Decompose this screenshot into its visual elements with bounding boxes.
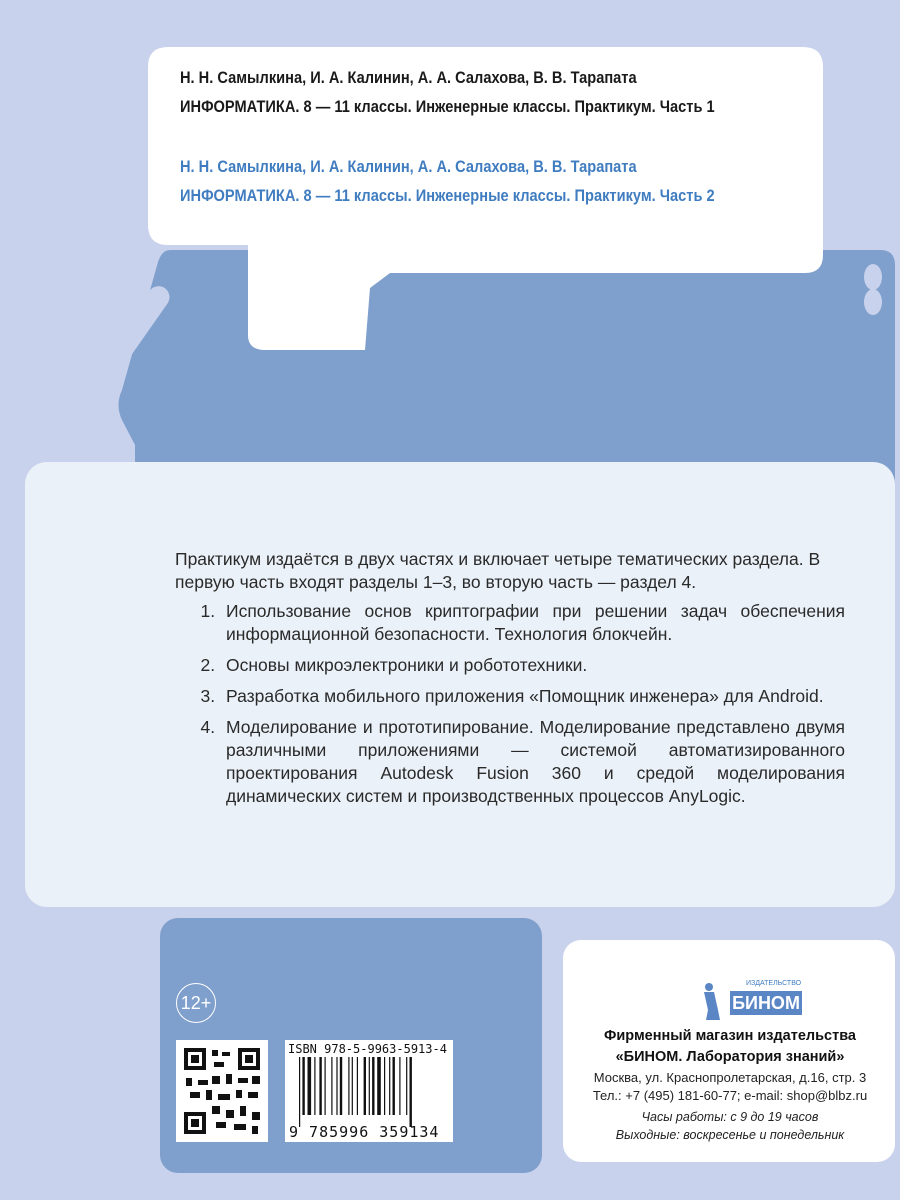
barcode-bar (357, 1057, 358, 1115)
book-title: ИНФОРМАТИКА. 8 — 11 классы. Инженерные классы. Практикум. Часть 1 (180, 97, 715, 116)
barcode-bar (406, 1057, 407, 1115)
related-book-1 (180, 68, 802, 117)
barcode-bar (389, 1057, 390, 1115)
barcode-bar (348, 1057, 349, 1115)
barcode-digits: 9 785996 359134 (289, 1123, 440, 1141)
barcode-bar (314, 1057, 315, 1115)
publisher-figure-icon (700, 982, 722, 1022)
shop-contacts (565, 1069, 895, 1105)
isbn-text: ISBN 978-5-9963-5913-4 (288, 1042, 447, 1056)
barcode-bar (302, 1057, 304, 1115)
shop-days-off: Выходные: воскресенье и понедельник (615, 1128, 845, 1142)
section-list (175, 600, 845, 808)
logo-small-text: ИЗДАТЕЛЬСТВО (746, 980, 802, 987)
logo-main-text: БИНОМ (730, 991, 802, 1015)
section-item: 2. Основы микроэлектроники и робототехники. (220, 654, 845, 677)
barcode-bar (352, 1057, 353, 1115)
barcode-bar (308, 1057, 312, 1115)
barcode-bar (399, 1057, 400, 1115)
barcode-bar (325, 1057, 326, 1115)
barcode-bar (331, 1057, 332, 1115)
description (175, 548, 845, 816)
description-intro: Практикум издаётся в двух частях и включает четыре тематических раздела. В первую часть входят разделы 1–3, во вторую часть — раздел 4. (175, 549, 821, 592)
barcode-bar (393, 1057, 395, 1115)
shop-phone-email: Тел.: +7 (495) 181-60-77; e-mail: shop@blbz.ru (592, 1088, 868, 1103)
qr-code (176, 1040, 268, 1142)
qr-code-icon (176, 1040, 268, 1142)
barcode-bar (364, 1057, 366, 1115)
barcode-bar (336, 1057, 337, 1115)
related-book-2 (180, 157, 802, 206)
age-rating-badge: 12+ (176, 983, 216, 1023)
barcode-bar (384, 1057, 385, 1115)
section-item: 3. Разработка мобильного приложения «Помощник инженера» для Android. (220, 685, 845, 708)
barcode-bar (299, 1057, 300, 1127)
shop-working-hours: Часы работы: с 9 до 19 часов (641, 1110, 819, 1124)
barcode-bar (369, 1057, 370, 1115)
barcode-bar (319, 1057, 321, 1115)
barcode-bar (372, 1057, 374, 1115)
barcode-bar (377, 1057, 381, 1115)
book-title: ИНФОРМАТИКА. 8 — 11 классы. Инженерные классы. Практикум. Часть 2 (180, 186, 715, 205)
shop-line-1: Фирменный магазин издательства (603, 1028, 856, 1044)
section-item: 1. Использование основ криптографии при решении задач обеспечения информационной безопасности. Технология блокчейн. (220, 600, 845, 646)
shop-address: Москва, ул. Краснопролетарская, д.16, стр. 3 (593, 1070, 867, 1085)
shop-line-2: «БИНОМ. Лаборатория знаний» (615, 1049, 845, 1065)
book-authors: Н. Н. Самылкина, И. А. Калинин, А. А. Салахова, В. В. Тарапата (180, 68, 637, 87)
barcode-bar (410, 1057, 412, 1127)
shop-hours (565, 1108, 895, 1144)
section-item: 4. Моделирование и прототипирование. Моделирование представлено двумя различными приложениями — системой автоматизированного проектирования Autodesk Fusion 360 и средой моделирования динамических систем и производственных процессов AnyLogic. (220, 716, 845, 808)
isbn-barcode (285, 1040, 453, 1142)
book-authors: Н. Н. Самылкина, И. А. Калинин, А. А. Салахова, В. В. Тарапата (180, 157, 637, 176)
barcode-icon (285, 1057, 453, 1127)
barcode-bar (340, 1057, 342, 1115)
publisher-logo (700, 980, 810, 1022)
shop-name (565, 1026, 895, 1068)
